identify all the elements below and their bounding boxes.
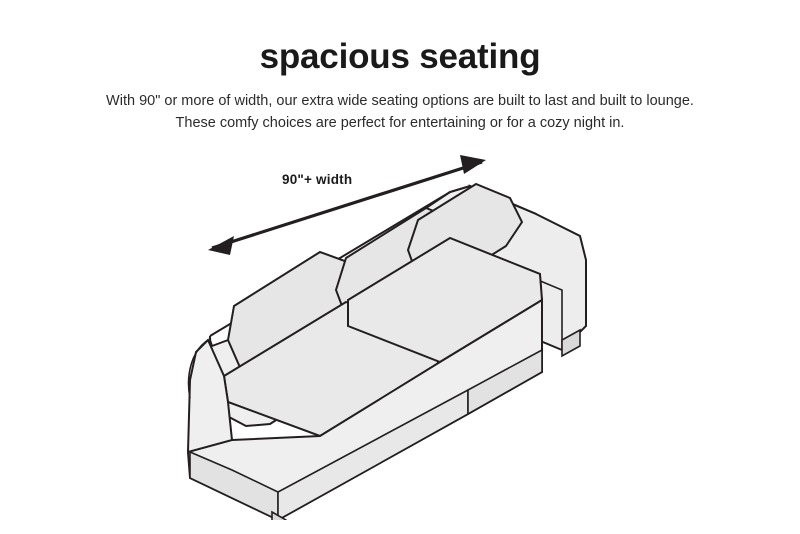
page-title: spacious seating [259, 37, 541, 76]
description-line-2: These comfy choices are perfect for entertaining or for a cozy night in. [175, 115, 625, 132]
sofa-diagram [150, 140, 670, 520]
description-line-1: With 90" or more of width, our extra wide seating options are built to last and built to lounge. [106, 93, 694, 109]
dimension-label: 90"+ width [282, 172, 353, 187]
page-description [50, 90, 750, 135]
